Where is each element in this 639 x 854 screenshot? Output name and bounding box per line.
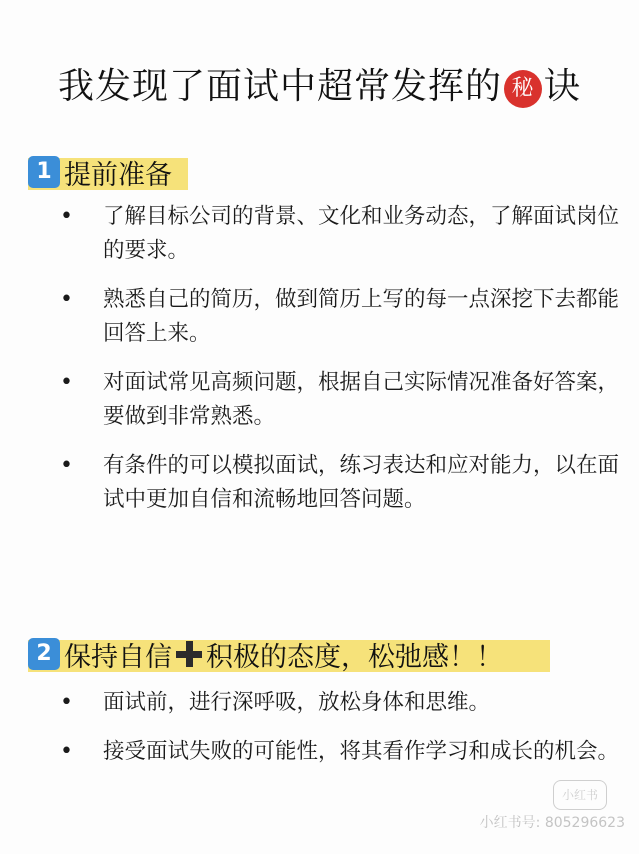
keycap-2-icon: 2 [28,638,60,670]
section-1-heading [28,152,172,192]
list-item-text: 有条件的可以模拟面试，练习表达和应对能力，以在面试中更加自信和流畅地回答问题。 [103,453,620,512]
list-item-text: 接受面试失败的可能性，将其看作学习和成长的机会。 [103,739,620,764]
list-item [60,366,620,434]
section-2-title-part2: 积极的态度，松弛感！！ [206,641,503,673]
section-1-title: 提前准备 [64,159,172,191]
list-item-text: 面试前，进行深呼吸，放松身体和思维。 [103,690,491,715]
secret-badge-icon: 秘 [504,70,542,108]
watermark-id: 小红书号: 805296623 [479,815,625,831]
section-2-heading [28,634,503,674]
bullet-icon: • [60,690,73,715]
list-item [60,735,620,769]
heavy-plus-icon [174,639,204,669]
bullet-icon: • [60,287,73,312]
section-2-list [60,686,620,784]
list-item [60,200,620,268]
bullet-icon: • [60,370,73,395]
bullet-icon: • [60,739,73,764]
list-item [60,686,620,720]
list-item-text: 了解目标公司的背景、文化和业务动态，了解面试岗位的要求。 [103,204,620,263]
watermark-logo: 小红书 [553,780,607,810]
section-2-title-part1: 保持自信 [64,641,172,673]
title-text-after: 诀 [544,66,582,107]
page-title [0,58,639,109]
list-item [60,283,620,351]
title-text-before: 我发现了面试中超常发挥的 [57,66,502,107]
list-item-text: 熟悉自己的简历，做到简历上写的每一点深挖下去都能回答上来。 [103,287,620,346]
section-1-list [60,200,620,532]
bullet-icon: • [60,453,73,478]
list-item-text: 对面试常见高频问题，根据自己实际情况准备好答案，要做到非常熟悉。 [103,370,620,429]
list-item [60,449,620,517]
bullet-icon: • [60,204,73,229]
keycap-1-icon: 1 [28,156,60,188]
